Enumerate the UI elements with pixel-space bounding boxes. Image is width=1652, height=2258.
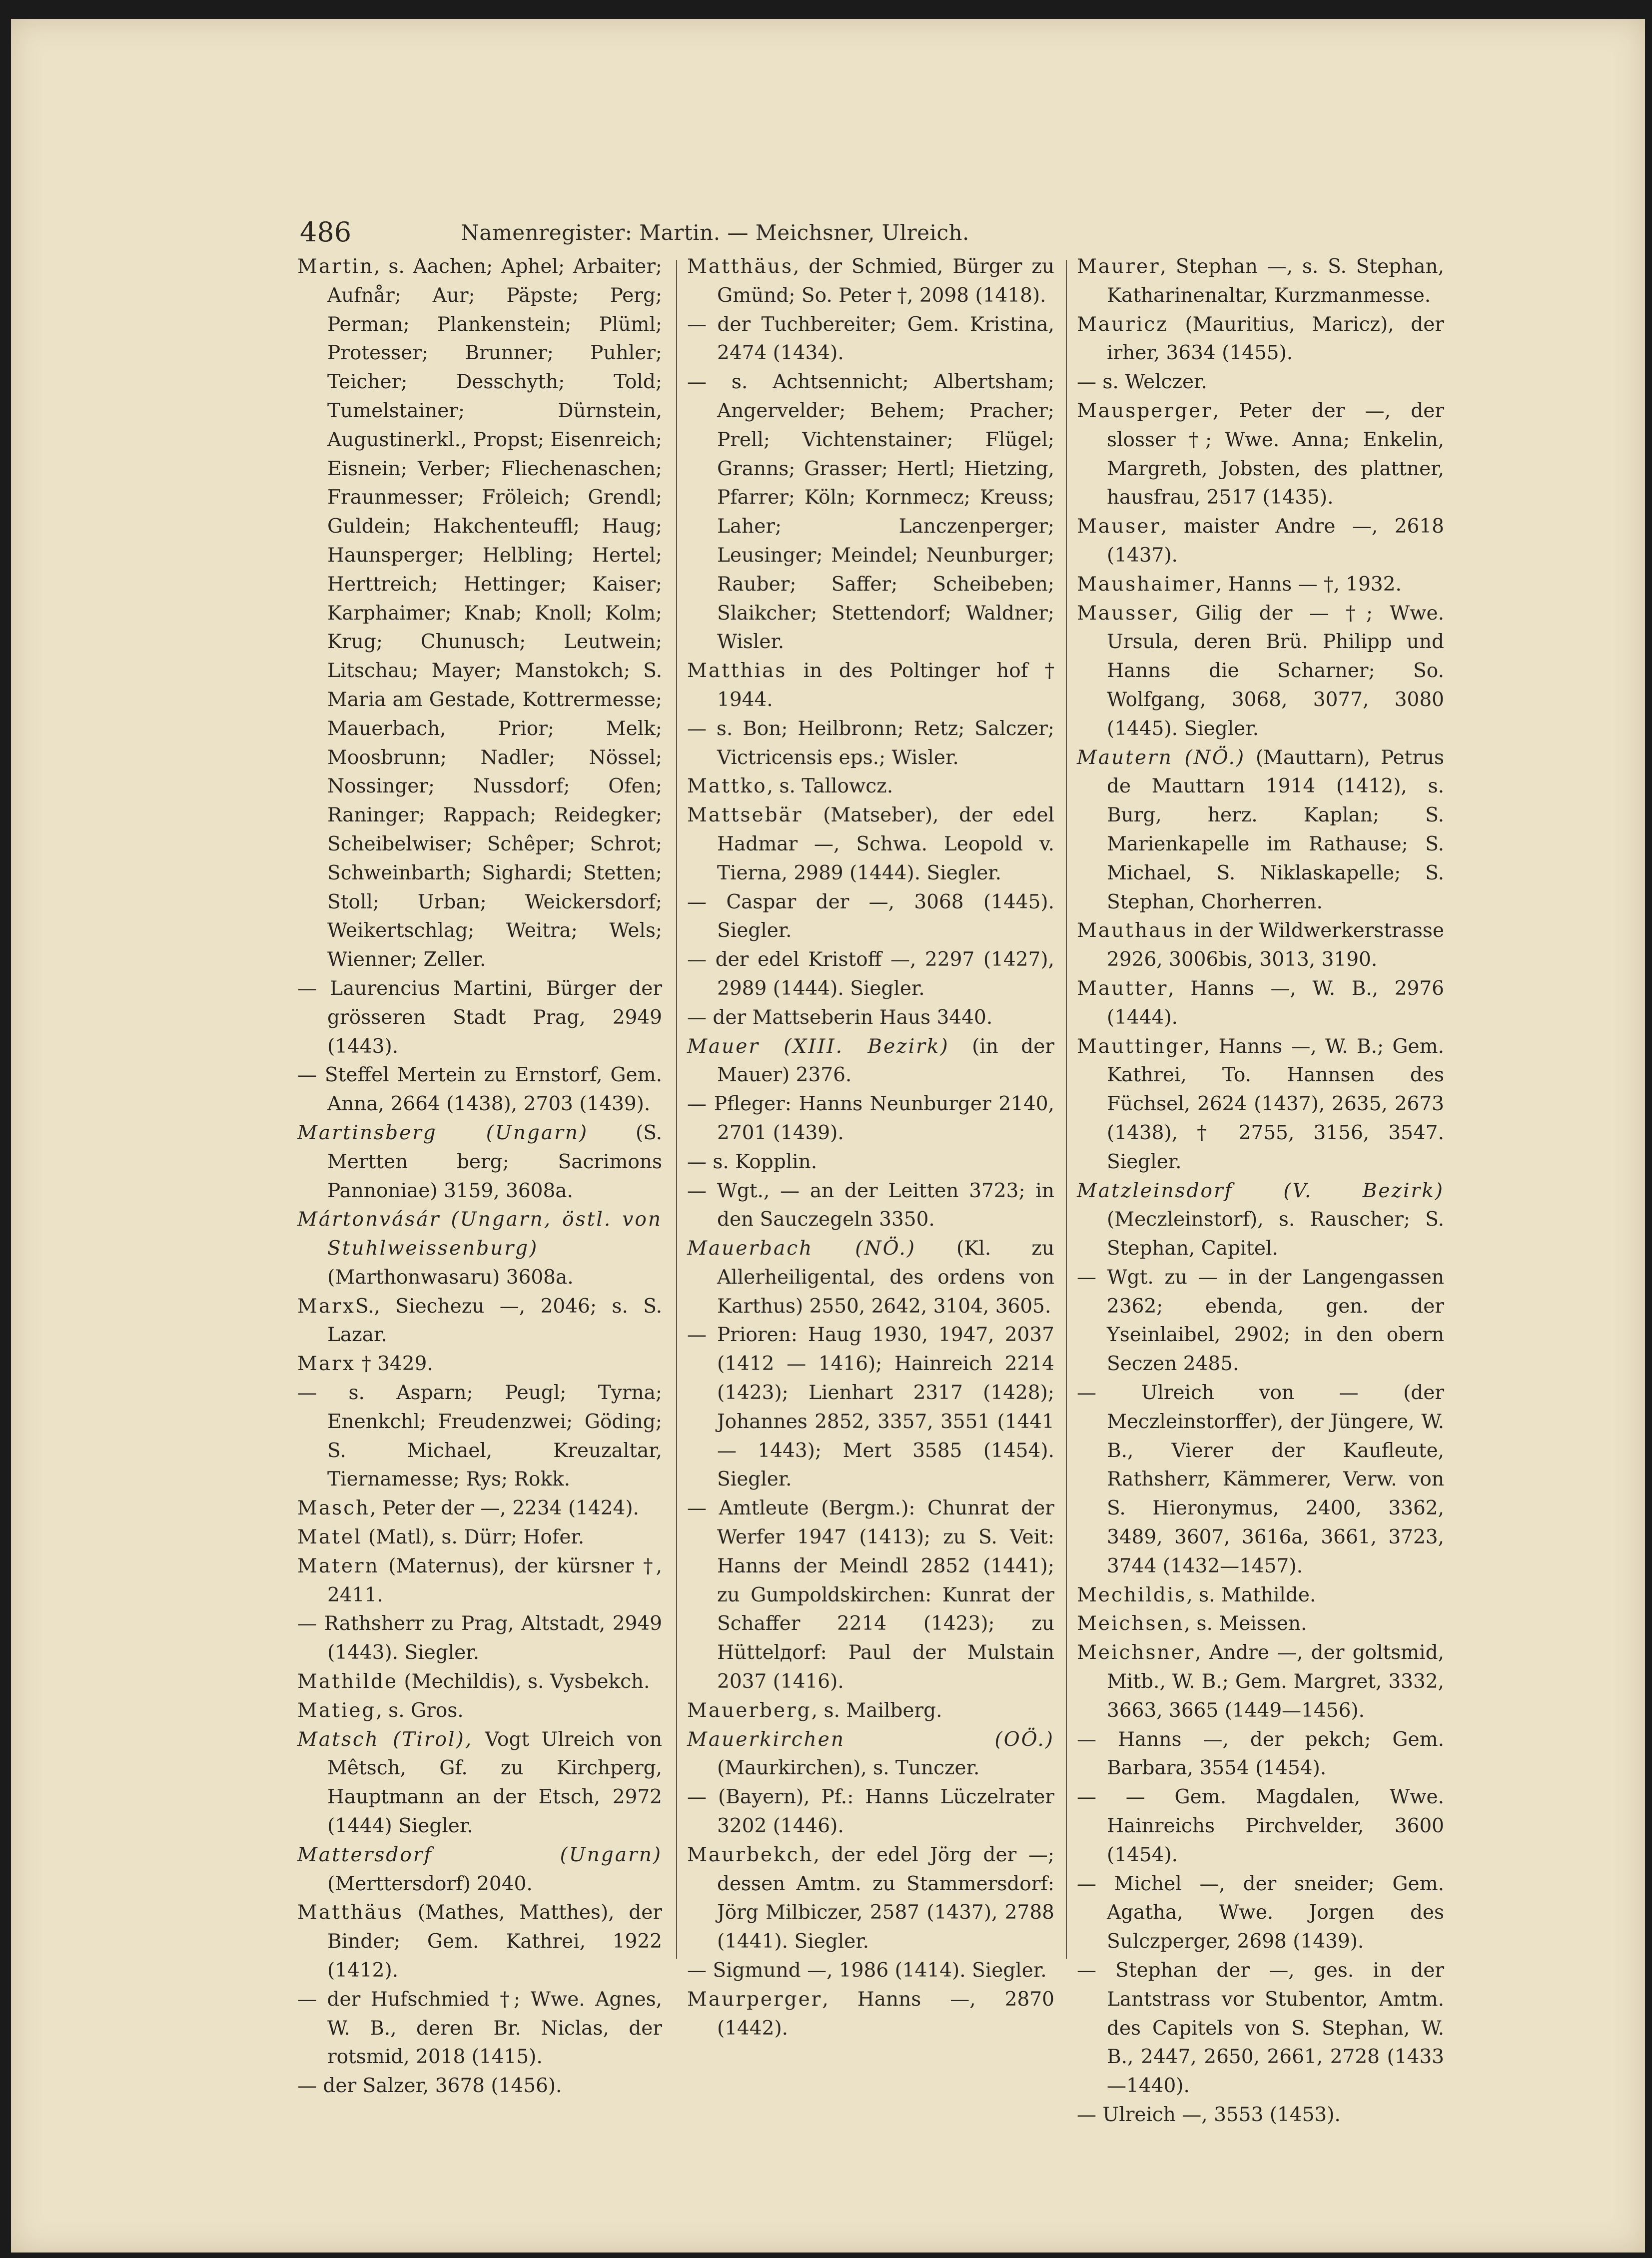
index-entry bbox=[1077, 2101, 1444, 2130]
index-entry bbox=[687, 1148, 1054, 1177]
entry-text: , s. Meissen. bbox=[1184, 1612, 1307, 1635]
entry-headword: Marx bbox=[297, 1353, 355, 1376]
entry-text: (Mathes, Matthes), der Binder; Gem. Kathrei, 1922 (1412). bbox=[327, 1901, 662, 1982]
entry-text: — Wgt. zu — in der Langengassen 2362; ebenda, gen. der Yseinlaibel, 2902; in den obern Seczen 2485. bbox=[1077, 1266, 1444, 1376]
index-entry bbox=[687, 1032, 1054, 1090]
entry-text: (Mauttarn), Petrus de Mauttarn 1914 (1412), s. Burg, herz. Kaplan; S. Marienkapelle im Rathause; S. Michael, S. Niklaskapelle; S. Stephan, Chorherren. bbox=[1107, 746, 1444, 913]
index-entry bbox=[297, 1205, 662, 1292]
entry-headword: Mathilde bbox=[297, 1670, 398, 1693]
entry-headword: Matthäus bbox=[297, 1901, 404, 1924]
index-entry bbox=[687, 1985, 1054, 2043]
entry-text: (Marthonwasaru) 3608a. bbox=[327, 1266, 574, 1289]
index-entry bbox=[687, 1696, 1054, 1725]
index-entry bbox=[687, 888, 1054, 946]
entry-text: — der Hufschmied †; Wwe. Agnes, W. B., deren Br. Niclas, der rotsmid, 2018 (1415). bbox=[297, 1988, 662, 2069]
index-entry bbox=[297, 1985, 662, 2072]
index-entry bbox=[297, 1379, 662, 1494]
entry-headword: Matieg bbox=[297, 1699, 376, 1722]
index-entry bbox=[297, 1061, 662, 1119]
index-entry bbox=[1077, 744, 1444, 917]
index-entry bbox=[297, 252, 662, 974]
index-entry bbox=[687, 1494, 1054, 1696]
page-number: 486 bbox=[300, 216, 352, 248]
entry-text: — Wgt., — an der Leitten 3723; in den Sauczegeln 3350. bbox=[687, 1179, 1054, 1231]
entry-text: (in der Mauer) 2376. bbox=[717, 1035, 1054, 1087]
entry-text: , Gilig der — †; Wwe. Ursula, deren Brü. Philipp und Hanns die Scharner; So. Wolfgang, 3068, 3077, 3080 (1445). Siegler. bbox=[1107, 602, 1444, 740]
entry-text: — der Tuchbereiter; Gem. Kristina, 2474 (1434). bbox=[687, 313, 1054, 365]
entry-headword: Mártonvásár (Ungarn, östl. von Stuhlweissenburg) bbox=[297, 1208, 662, 1260]
entry-headword: Mauttinger bbox=[1077, 1035, 1204, 1058]
index-entry bbox=[1077, 1379, 1444, 1581]
index-entry bbox=[687, 252, 1054, 310]
entry-text: — Pfleger: Hanns Neunburger 2140, 2701 (1439). bbox=[687, 1093, 1054, 1144]
index-entry bbox=[687, 772, 1054, 801]
entry-text: — Hanns —, der pekch; Gem. Barbara, 3554 (1454). bbox=[1077, 1728, 1444, 1780]
entry-headword: Mechildis bbox=[1077, 1583, 1187, 1606]
index-entry bbox=[1077, 512, 1444, 570]
index-entry bbox=[1077, 1725, 1444, 1783]
entry-text: , Hanns —, W. B.; Gem. Kathrei, To. Hannsen des Füchsel, 2624 (1437), 2635, 2673 (1438), † 2755, 3156, 3547. Siegler. bbox=[1107, 1035, 1444, 1173]
index-entry bbox=[1077, 1032, 1444, 1177]
index-entry bbox=[297, 974, 662, 1061]
entry-text: , Peter der —, der slosser †; Wwe. Anna; Enkelin, Margreth, Jobsten, des plattner, hausfrau, 2517 (1435). bbox=[1107, 399, 1444, 509]
entry-text: , s. Aachen; Aphel; Arbaiter; Aufnår; Aur; Päpste; Perg; Perman; Plankenstein; Plüml; Protesser; Brunner; Puhler; Teicher; Desschyth; Told; Tumelstainer; Dürnstein, Augustinerkl., Propst; Eisenreich; Eisnein; Verber; Fliechenaschen; Fraunmesser; Fröleich; Grendl; Guldein; Hakchenteuffl; Haug; Haunsperger; Helbling; Hertel; Herttreich; Hettinger; Kaiser; Karphaimer; Knab; Knoll; Kolm; Krug; Chunusch; Leutwein; Litschau; Mayer; Manstokch; S. Maria am Gestade, Kottrermesse; Mauerbach, Prior; Melk; Moosbrunn; Nadler; Nössel; Nossinger; Nussdorf; Ofen; Raninger; Rappach; Reidegker; Scheibelwiser; Schêper; Schrot; Schweinbarth; Sighardi; Stetten; Stoll; Urban; Weickersdorf; Weikertschlag; Weitra; Wels; Wienner; Zeller. bbox=[327, 255, 662, 971]
entry-headword: Mauerbach (NÖ.) bbox=[687, 1237, 916, 1260]
index-entry bbox=[1077, 599, 1444, 744]
entry-text: — s. Achtsennicht; Albertsham; Angervelder; Behem; Pracher; Prell; Vichtenstainer; Flügel; Granns; Grasser; Hertl; Hietzing, Pfarrer; Köln; Kornmecz; Kreuss; Laher; Lanczenperger; Leusinger; Meindel; Neunburger; Rauber; Saffer; Scheibeben; Slaikcher; Stettendorf; Waldner; Wisler. bbox=[687, 371, 1054, 654]
entry-text: , der Schmied, Bürger zu Gmünd; So. Peter †, 2098 (1418). bbox=[717, 255, 1054, 307]
entry-headword: Mattersdorf (Ungarn) bbox=[297, 1843, 662, 1866]
entry-text: — der Salzer, 3678 (1456). bbox=[297, 2075, 562, 2098]
index-entry bbox=[687, 1090, 1054, 1148]
entry-headword: Mauricz bbox=[1077, 313, 1168, 336]
entry-text: in der Wildwerkerstrasse 2926, 3006bis, 3013, 3190. bbox=[1107, 919, 1444, 971]
index-entry bbox=[297, 1494, 662, 1523]
entry-text: , s. Mailberg. bbox=[811, 1699, 942, 1722]
entry-headword: Mattko bbox=[687, 775, 767, 798]
index-entry bbox=[687, 1234, 1054, 1321]
index-entry bbox=[1077, 1638, 1444, 1725]
index-entry bbox=[687, 715, 1054, 772]
entry-text: — Caspar der —, 3068 (1445). Siegler. bbox=[687, 890, 1054, 942]
index-entry bbox=[1077, 1783, 1444, 1869]
index-entry bbox=[1077, 570, 1444, 599]
index-entry bbox=[297, 1696, 662, 1725]
entry-headword: Martinsberg (Ungarn) bbox=[297, 1121, 589, 1144]
entry-text: — Steffel Mertein zu Ernstorf, Gem. Anna, 2664 (1438), 2703 (1439). bbox=[297, 1064, 662, 1116]
entry-text: (Merttersdorf) 2040. bbox=[327, 1872, 533, 1895]
entry-text: , s. Gros. bbox=[376, 1699, 464, 1722]
column-rule bbox=[1066, 260, 1067, 1959]
entry-headword: Matthäus bbox=[687, 255, 794, 278]
index-entry bbox=[297, 1119, 662, 1205]
entry-text: (Matl), s. Dürr; Hofer. bbox=[362, 1526, 585, 1549]
index-entry bbox=[687, 945, 1054, 1003]
entry-text: , Stephan —, s. S. Stephan, Katharinenaltar, Kurzmanmesse. bbox=[1107, 255, 1444, 307]
index-entry bbox=[1077, 1956, 1444, 2101]
entry-headword: Matern bbox=[297, 1554, 379, 1577]
index-entry bbox=[297, 2072, 662, 2101]
entry-text: (Mechildis), s. Vysbekch. bbox=[397, 1670, 650, 1693]
index-entry bbox=[1077, 974, 1444, 1032]
entry-text: — s. Welczer. bbox=[1077, 371, 1207, 394]
index-entry bbox=[1077, 1609, 1444, 1638]
entry-headword: Mausser bbox=[1077, 602, 1173, 625]
entry-text: , der edel Jörg der —; dessen Amtm. zu Stammersdorf: Jörg Milbiczer, 2587 (1437), 2788 (1441). Siegler. bbox=[717, 1843, 1054, 1953]
entry-text: (Matseber), der edel Hadmar —, Schwa. Leopold v. Tierna, 2989 (1444). Siegler. bbox=[717, 804, 1054, 884]
index-entry bbox=[297, 1292, 662, 1350]
entry-text: — s. Asparn; Peugl; Tyrna; Enenkchl; Freudenzwei; Göding; S. Michael, Kreuzaltar, Tiernamesse; Rys; Rokk. bbox=[297, 1382, 662, 1491]
entry-text: , s. Tallowcz. bbox=[767, 775, 893, 798]
index-entry bbox=[687, 1003, 1054, 1032]
entry-headword: Martin bbox=[297, 255, 374, 278]
entry-text: (Kl. zu Allerheiligental, des ordens von Karthus) 2550, 2642, 3104, 3605. bbox=[717, 1237, 1054, 1318]
entry-headword: Mauerberg bbox=[687, 1699, 812, 1722]
entry-text: (Maurkirchen), s. Tunczer. bbox=[717, 1757, 980, 1780]
index-entry bbox=[1077, 1177, 1444, 1263]
index-entry bbox=[1077, 1581, 1444, 1610]
entry-headword: Maurperger bbox=[687, 1988, 823, 2011]
entry-text: — Sigmund —, 1986 (1414). Siegler. bbox=[687, 1959, 1047, 1982]
entry-text: (Maternus), der kürsner †, 2411. bbox=[327, 1554, 662, 1606]
index-entry bbox=[1077, 1263, 1444, 1379]
entry-text: — Laurencius Martini, Bürger der grösseren Stadt Prag, 2949 (1443). bbox=[297, 977, 662, 1058]
entry-text: Vogt Ulreich von Mêtsch, Gf. zu Kirchperg, Hauptmann an der Etsch, 2972 (1444) Siegler. bbox=[327, 1728, 663, 1838]
entry-headword: Matsch (Tirol), bbox=[297, 1728, 473, 1751]
index-entry bbox=[297, 1841, 662, 1899]
index-entry bbox=[687, 657, 1054, 715]
entry-headword: Mauerkirchen (OÖ.) bbox=[687, 1728, 1054, 1751]
index-entry bbox=[297, 1725, 662, 1841]
entry-text: — Michel —, der sneider; Gem. Agatha, Wwe. Jorgen des Sulczperger, 2698 (1439). bbox=[1077, 1872, 1444, 1953]
index-entry bbox=[297, 1609, 662, 1667]
entry-text: — Rathsherr zu Prag, Altstadt, 2949 (1443). Siegler. bbox=[297, 1612, 662, 1664]
index-entry bbox=[687, 1841, 1054, 1956]
entry-headword: Masch bbox=[297, 1497, 370, 1520]
entry-headword: Marx bbox=[297, 1295, 355, 1318]
entry-text: — s. Bon; Heilbronn; Retz; Salczer; Victricensis eps.; Wisler. bbox=[687, 717, 1054, 769]
entry-text: , maister Andre —, 2618 (1437). bbox=[1107, 515, 1444, 567]
index-entry bbox=[687, 1725, 1054, 1783]
index-entry bbox=[1077, 397, 1444, 512]
index-entry bbox=[297, 1350, 662, 1379]
entry-text: , Hanns —, W. B., 2976 (1444). bbox=[1107, 977, 1444, 1029]
entry-headword: Mattsebär bbox=[687, 804, 803, 827]
entry-text: — Stephan der —, ges. in der Lantstrass vor Stubentor, Amtm. des Capitels von S. Stephan, W. B., 2447, 2650, 2661, 2728 (1433—1440). bbox=[1077, 1959, 1444, 2098]
entry-headword: Mauser bbox=[1077, 515, 1161, 538]
entry-text: — s. Kopplin. bbox=[687, 1150, 818, 1173]
entry-text: , Andre —, der goltsmid, Mitb., W. B.; Gem. Margret, 3332, 3663, 3665 (1449—1456). bbox=[1107, 1641, 1444, 1722]
index-entry bbox=[1077, 310, 1444, 368]
entry-text: , Peter der —, 2234 (1424). bbox=[370, 1497, 639, 1520]
entry-text: — (Bayern), Pf.: Hanns Lüczelrater 3202 (1446). bbox=[687, 1786, 1054, 1838]
index-entry bbox=[687, 1956, 1054, 1985]
index-entry bbox=[1077, 368, 1444, 397]
entry-headword: Maushaimer bbox=[1077, 573, 1216, 596]
entry-text: — — Gem. Magdalen, Wwe. Hainreichs Pirchvelder, 3600 (1454). bbox=[1077, 1786, 1444, 1866]
entry-headword: Mautter bbox=[1077, 977, 1168, 1000]
entry-text: — der Mattseberin Haus 3440. bbox=[687, 1006, 993, 1029]
entry-text: — der edel Kristoff —, 2297 (1427), 2989 (1444). Siegler. bbox=[687, 948, 1054, 1000]
index-column-1 bbox=[297, 252, 662, 2101]
entry-headword: Mauer (XIII. Bezirk) bbox=[687, 1035, 949, 1058]
index-entry bbox=[687, 1321, 1054, 1494]
entry-headword: Mausperger bbox=[1077, 399, 1213, 422]
entry-text: (S. Mertten berg; Sacrimons Pannoniae) 3159, 3608a. bbox=[327, 1121, 662, 1202]
index-entry bbox=[687, 801, 1054, 887]
entry-headword: Mauthaus bbox=[1077, 919, 1188, 942]
column-rule bbox=[676, 260, 677, 1959]
entry-headword: Meichsner bbox=[1077, 1641, 1195, 1664]
index-entry bbox=[297, 1898, 662, 1985]
entry-headword: Matthias bbox=[687, 660, 787, 683]
page-header bbox=[300, 216, 1130, 251]
index-entry bbox=[1077, 252, 1444, 310]
entry-headword: Maurbekch bbox=[687, 1843, 814, 1866]
index-entry bbox=[297, 1552, 662, 1610]
entry-text: — Ulreich von — (der Meczleinstorffer), der Jüngere, W. B., Vierer der Kaufleute, Rathsherr, Kämmerer, Verw. von S. Hieronymus, 2400, 3362, 3489, 3607, 3616a, 3661, 3723, 3744 (1432—1457). bbox=[1077, 1382, 1444, 1577]
entry-text: S., Siechezu —, 2046; s. S. Lazar. bbox=[327, 1295, 662, 1347]
index-entry bbox=[297, 1667, 662, 1696]
running-head: Namenregister: Martin. — Meichsner, Ulreich. bbox=[461, 220, 969, 245]
entry-text: , Hanns —, 2870 (1442). bbox=[717, 1988, 1054, 2040]
entry-text: † 3429. bbox=[355, 1353, 433, 1376]
index-entry bbox=[1077, 1870, 1444, 1956]
entry-text: — Prioren: Haug 1930, 1947, 2037 (1412 — 1416); Hainreich 2214 (1423); Lienhart 2317 (1428); Johannes 2852, 3357, 3551 (1441 — 1443); Mert 3585 (1454). Siegler. bbox=[687, 1324, 1054, 1491]
entry-text: (Mauritius, Maricz), der irher, 3634 (1455). bbox=[1107, 313, 1444, 365]
entry-text: in des Poltinger hof † 1944. bbox=[717, 660, 1054, 711]
entry-headword: Matel bbox=[297, 1526, 362, 1549]
entry-text: , s. Mathilde. bbox=[1186, 1583, 1316, 1606]
entry-text: , Hanns — †, 1932. bbox=[1215, 573, 1402, 596]
index-entry bbox=[687, 1177, 1054, 1235]
entry-headword: Meichsen bbox=[1077, 1612, 1184, 1635]
index-entry bbox=[297, 1523, 662, 1552]
entry-text: — Amtleute (Bergm.): Chunrat der Werfer 1947 (1413); zu S. Veit: Hanns der Meindl 2852 (1441); zu Gumpoldskirchen: Kunrat der Schaffer 2214 (1423); zu Hüttelдorf: Paul der Mulstain 2037 (1416). bbox=[687, 1497, 1054, 1693]
index-column-2 bbox=[687, 252, 1054, 2043]
entry-headword: Maurer bbox=[1077, 255, 1160, 278]
index-entry bbox=[687, 310, 1054, 368]
entry-text: (Meczleinstorf), s. Rauscher; S. Stephan, Capitel. bbox=[1107, 1208, 1444, 1260]
index-column-3 bbox=[1077, 252, 1444, 2130]
index-entry bbox=[687, 368, 1054, 657]
entry-headword: Matzleinsdorf (V. Bezirk) bbox=[1077, 1179, 1444, 1202]
index-entry bbox=[1077, 916, 1444, 974]
entry-text: — Ulreich —, 3553 (1453). bbox=[1077, 2104, 1341, 2126]
index-entry bbox=[687, 1783, 1054, 1841]
entry-headword: Mautern (NÖ.) bbox=[1077, 746, 1246, 769]
